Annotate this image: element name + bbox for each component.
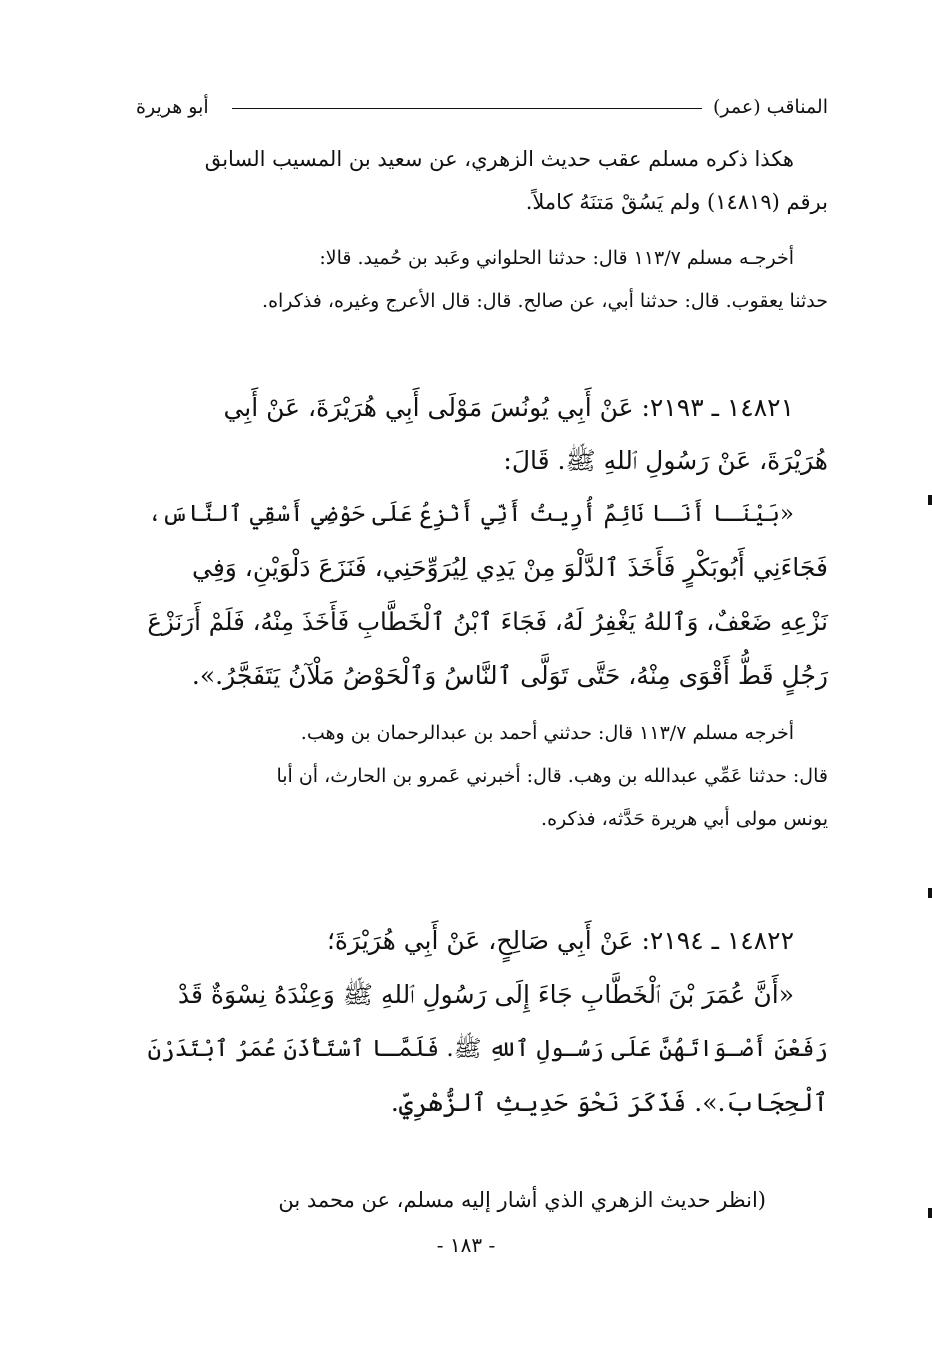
hadith-heading-14822: [136, 914, 828, 967]
header-rule: [232, 108, 702, 109]
text-line: أخرجـه مسلم ١١٣/٧ قال: حدثنا الحلواني وعَبد بن حُميد. قالا:: [319, 247, 794, 269]
margin-mark: [928, 1208, 932, 1218]
text-line: نَزْعِهِ ضَعْفٌ، وَٱللهُ يَغْفِرُ لَهُ، فَجَاءَ ٱبْنُ ٱلْخَطَّابِ فَأَخَذَ مِنْهُ، فَلَمْ أَرَنَزْعَ: [147, 607, 828, 636]
hadith-text-14822: [136, 968, 828, 1130]
text-line: فَجَاءَنِي أَبُوبَكْرٍ فَأَخَذَ ٱلدَّلْوَ مِنْ يَدِي لِيُرَوِّحَنِي، فَنَزَعَ دَلْوَيْنِ، وَفِي: [191, 553, 828, 582]
text-line: «أَنَّ عُمَرَ بْنَ ٱلْخَطَّابِ جَاءَ إِلَى رَسُولِ ٱللهِ ﷺ وَعِنْدَهُ نِسْوَةٌ قَدْ: [177, 980, 794, 1009]
hadith-heading-14821: [136, 381, 828, 487]
text-line: رَجُلٍ قَطُّ أَقْوَى مِنْهُ، حَتَّى تَوَلَّى ٱلنَّاسُ وَٱلْحَوْضُ مَلْآنُ يَتَفَجَّرُ.».: [191, 661, 828, 690]
takhrij-note: [136, 712, 828, 841]
takhrij-note: [136, 237, 828, 323]
text-line: ١٤٨٢٢ ـ ٢١٩٤: عَنْ أَبِي صَالِحٍ، عَنْ أَبِي هُرَيْرَةَ؛: [326, 926, 794, 955]
text-line: أخرجه مسلم ١١٣/٧ قال: حدثني أحمد بن عبدالرحمان بن وهب.: [300, 722, 794, 744]
text-line: رَفَعْنَ أَصْـوَاتَهُنَّ عَلَى رَسُـولِ ٱللهِ ﷺ. فَلَمَّـا ٱسْتَأْذَنَ عُمَرُ ٱبْتَدَرْنَ: [147, 1036, 828, 1062]
header-narrator: أبو هريرة: [136, 96, 209, 118]
hadith-text-14821: [136, 487, 828, 703]
cross-reference-note: [110, 1179, 800, 1222]
text-line: ١٤٨٢١ ـ ٢١٩٣: عَنْ أَبِي يُونُسَ مَوْلَى أَبِي هُرَيْرَةَ، عَنْ أَبِي: [223, 393, 794, 422]
text-line: «بَيْنَـا أَنَـا نَائِمٌ أُرِيتُ أَنِّي أَنْزِعُ عَلَى حَوْضِي أَسْقِي ٱلنَّاسَ،: [148, 501, 794, 527]
margin-mark: [928, 495, 932, 505]
text-line: (انظر حديث الزهري الذي أشار إليه مسلم، عن محمد بن: [278, 1188, 766, 1212]
text-line: برقم (١٤٨١٩) ولم يَسُقْ مَتنَهُ كاملاً.: [525, 190, 828, 214]
text-line: حدثنا يعقوب. قال: حدثنا أبي، عن صالح. قال: قال الأعرج وغيره، فذكراه.: [262, 290, 828, 312]
page-number: - ١٨٣ -: [436, 1233, 496, 1257]
text-line: قال: حدثنا عَمِّي عبدالله بن وهب. قال: أخبرني عَمرو بن الحارث، أن أبا: [276, 765, 828, 787]
text-line: يونس مولى أبي هريرة حَدَّثه، فذكره.: [541, 808, 828, 830]
text-line: هُرَيْرَةَ، عَنْ رَسُولِ ٱللهِ ﷺ. قَالَ:: [503, 446, 828, 475]
header-section-title: المناقب (عمر): [713, 96, 828, 118]
note-paragraph: [136, 138, 828, 224]
running-header: [136, 92, 828, 122]
text-line: ٱلْحِجَابَ.». فَذَكَرَ نَحْوَ حَدِيثِ ٱلزُّهْرِيِّ.: [390, 1088, 828, 1117]
text-line: هكذا ذكره مسلم عقب حديث الزهري، عن سعيد بن المسيب السابق: [204, 147, 794, 171]
margin-mark: [928, 888, 932, 898]
